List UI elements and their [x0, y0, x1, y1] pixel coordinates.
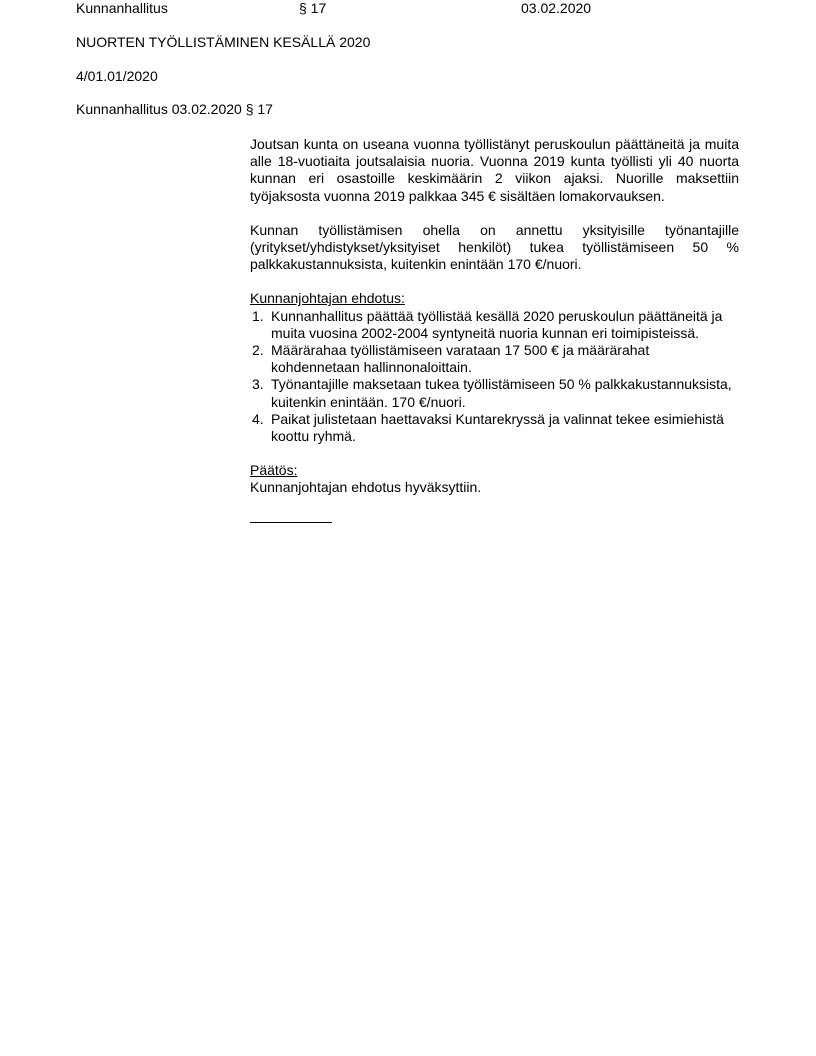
main-content	[250, 136, 739, 523]
document-title: NUORTEN TYÖLLISTÄMINEN KESÄLLÄ 2020	[76, 34, 371, 50]
paragraph-private-support: Kunnan työllistämisen ohella on annettu yksityisille työnantajille (yritykset/yhdistykset/yksityiset henkilöt) tukea työllistämiseen 50 % palkkakustannuksista, kuitenkin enintään 170 €/nuori.	[250, 221, 739, 273]
proposal-item-text: Paikat julistetaan haettavaksi Kuntarekryssä ja valinnat tekee esimiehistä koottu ryhmä.	[271, 410, 724, 445]
proposal-item-number: 2.	[252, 342, 264, 359]
proposal-item	[250, 376, 739, 410]
proposal-item-text: Määrärahaa työllistämiseen varataan 17 500 € ja määrärahat kohdennetaan hallinnonaloittain.	[271, 342, 650, 376]
header-date: 03.02.2020	[521, 0, 592, 16]
proposal-list	[250, 308, 739, 446]
header-section: § 17	[299, 0, 327, 16]
document-number: 4/01.01/2020	[76, 68, 158, 84]
proposal-item-text: Kunnanhallitus päättää työllistää kesällä 2020 peruskoulun päättäneitä ja muita vuosina 2002-2004 syntyneitä nuoria kunnan eri toimipisteissä.	[271, 307, 723, 341]
paragraph-background: Joutsan kunta on useana vuonna työllistänyt peruskoulun päättäneitä ja muita alle 18-vuotiaita joutsalaisia nuoria. Vuonna 2019 kunta työllisti yli 40 nuorta kunnan eri osastoille keskimäärin 2 viikon ajaksi. Nuorille maksettiin työjaksosta vuonna 2019 palkkaa 345 € sisältäen lomakorvauksen.	[250, 136, 739, 204]
header-body: Kunnanhallitus	[76, 0, 168, 16]
proposal-item	[250, 308, 739, 342]
proposal-item	[250, 342, 739, 376]
proposal-item-number: 4.	[252, 410, 264, 427]
decision-text: Kunnanjohtajan ehdotus hyväksyttiin.	[250, 479, 482, 496]
decision-heading: Päätös:	[250, 462, 298, 479]
proposal-heading: Kunnanjohtajan ehdotus:	[250, 290, 405, 307]
end-divider	[250, 514, 332, 523]
proposal-item	[250, 411, 739, 445]
proposal-item-number: 3.	[252, 376, 264, 393]
proposal-item-number: 1.	[252, 307, 264, 324]
proposal-item-text: Työnantajille maksetaan tukea työllistämiseen 50 % palkkakustannuksista, kuitenkin enintään. 170 €/nuori.	[271, 376, 732, 410]
meeting-reference: Kunnanhallitus 03.02.2020 § 17	[76, 101, 273, 117]
